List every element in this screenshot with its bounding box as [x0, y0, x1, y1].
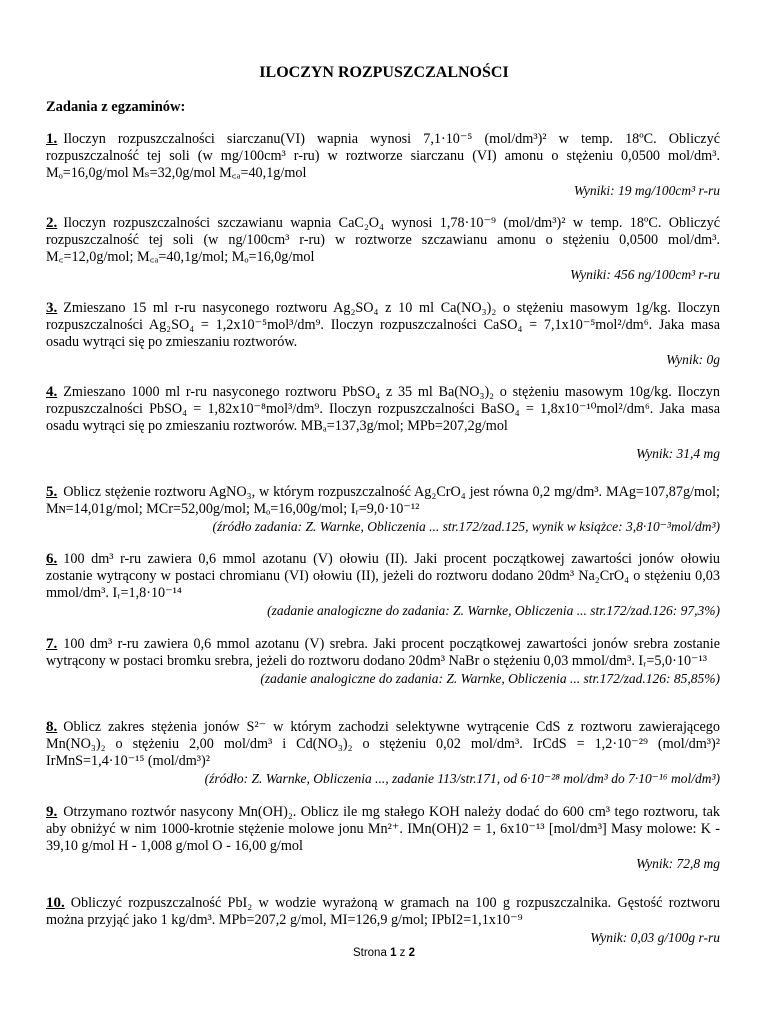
task-8	[46, 719, 720, 787]
task-text	[46, 719, 720, 770]
task-text	[46, 300, 720, 351]
task-text	[46, 384, 720, 435]
task-text	[46, 484, 720, 518]
task-body: 100 dm³ r-ru zawiera 0,6 mmol azotanu (V) ołowiu (II). Jaki procent początkowej zawartości jonów ołowiu zostanie wytrącony w postaci chromianu (VI) ołowiu (II), jeżeli do roztworu dodano 20dm³ Na₂CrO₄ o stężeniu 0,03 mmol/dm³. Iᵣ=1,8·10⁻¹⁴	[46, 551, 720, 601]
page-footer	[0, 947, 768, 959]
task-number: 9.	[46, 804, 58, 820]
task-number: 8.	[46, 719, 58, 735]
task-number: 10.	[46, 895, 65, 911]
task-result: Wynik: 0,03 g/100g r-ru	[590, 930, 720, 945]
task-number: 1.	[46, 131, 58, 147]
footer-prefix: Strona	[352, 947, 387, 959]
task-number: 4.	[46, 384, 58, 400]
task-number: 7.	[46, 636, 58, 652]
task-text	[46, 895, 720, 929]
task-number: 5.	[46, 484, 58, 500]
task-result: (źródło: Z. Warnke, Obliczenia ..., zadanie 113/str.171, od 6·10⁻²⁸ mol/dm³ do 7·10⁻¹⁶ mol/dm³)	[204, 771, 720, 786]
task-number: 3.	[46, 300, 58, 316]
task-4	[46, 384, 720, 462]
task-text	[46, 131, 720, 182]
task-body: Oblicz zakres stężenia jonów S²⁻ w którym zachodzi selektywne wytrącenie CdS z roztworu zawierającego Mn(NO₃)₂ o stężeniu 2,00 mol/dm³ i Cd(NO₃)₂ o stężeniu 0,02 mol/dm³. IrCdS = 1,2·10⁻²⁹ (mol/dm³)² IrMnS=1,4·10⁻¹⁵ (mol/dm³)²	[46, 719, 720, 769]
task-6	[46, 551, 720, 619]
task-result: (zadanie analogiczne do zadania: Z. Warnke, Obliczenia ... str.172/zad.126: 85,85%)	[260, 671, 720, 686]
task-text	[46, 551, 720, 602]
task-result: Wynik: 0g	[666, 352, 720, 367]
task-2	[46, 215, 720, 283]
task-body: Oblicz stężenie roztworu AgNO₃, w którym rozpuszczalność Ag₂CrO₄ jest równa 0,2 mg/dm³. MAg=107,87g/mol; Mɴ=14,01g/mol; MCr=52,00g/mol; Mₒ=16,00g/mol; Iᵣ=9,0·10⁻¹²	[46, 484, 720, 517]
task-1	[46, 131, 720, 199]
task-body: Iloczyn rozpuszczalności siarczanu(VI) wapnia wynosi 7,1·10⁻⁵ (mol/dm³)² w temp. 18ºC. Obliczyć rozpuszczalność tej soli (w mg/100cm³ r-ru) w roztworze siarczanu (VI) amonu o stężeniu 0,0500 mol/dm³. Mₒ=16,0g/mol Mₛ=32,0g/mol M꜀ₐ=40,1g/mol	[46, 131, 720, 181]
task-10	[46, 895, 720, 946]
task-result: Wynik: 31,4 mg	[636, 446, 720, 461]
task-9	[46, 804, 720, 872]
task-body: Iloczyn rozpuszczalności szczawianu wapnia CaC₂O₄ wynosi 1,78·10⁻⁹ (mol/dm³)² w temp. 18ºC. Obliczyć rozpuszczalność tej soli (w ng/100cm³ r-ru) w roztworze szczawianu amonu o stężeniu 0,0500 mol/dm³. M꜀=12,0g/mol; M꜀ₐ=40,1g/mol; Mₒ=16,0g/mol	[46, 215, 720, 265]
document-title: ILOCZYN ROZPUSZCZALNOŚCI	[259, 64, 509, 81]
task-5	[46, 484, 720, 535]
task-number: 6.	[46, 551, 58, 567]
task-body: Obliczyć rozpuszczalność PbI₂ w wodzie wyrażoną w gramach na 100 g rozpuszczalnika. Gęstość roztworu można przyjąć jako 1 kg/dm³. MPb=207,2 g/mol, MI=126,9 g/mol; IPbI2=1,1x10⁻⁹	[46, 895, 720, 928]
task-text	[46, 804, 720, 855]
footer-total-pages: 2	[408, 947, 416, 959]
footer-page-number: 1	[390, 947, 397, 959]
section-heading: Zadania z egzaminów:	[46, 99, 186, 115]
task-result: Wyniki: 456 ng/100cm³ r-ru	[570, 267, 720, 282]
footer-separator: z	[399, 947, 406, 959]
task-body: Zmieszano 1000 ml r-ru nasyconego roztworu PbSO₄ z 35 ml Ba(NO₃)₂ o stężeniu masowym 10g/kg. Iloczyn rozpuszczalności PbSO₄ = 1,82x10⁻⁸mol³/dm⁹. Iloczyn rozpuszczalności BaSO₄ = 1,8x10⁻¹⁰mol²/dm⁶. Jaka masa osadu wytrąci się po zmieszaniu roztworów. MBₐ=137,3g/mol; MPb=207,2g/mol	[46, 384, 720, 434]
task-3	[46, 300, 720, 368]
task-body: Otrzymano roztwór nasycony Mn(OH)₂. Oblicz ile mg stałego KOH należy dodać do 600 cm³ tego roztworu, tak aby obniżyć w nim 1000-krotnie stężenie molowe jonu Mn²⁺. IMn(OH)2 = 1, 6x10⁻¹³ [mol/dm³] Masy molowe: K - 39,10 g/mol H - 1,008 g/mol O - 16,00 g/mol	[46, 804, 720, 854]
task-result: Wynik: 72,8 mg	[636, 856, 720, 871]
task-text	[46, 215, 720, 266]
task-result: (zadanie analogiczne do zadania: Z. Warnke, Obliczenia ... str.172/zad.126: 97,3%)	[267, 603, 720, 618]
task-text	[46, 636, 720, 670]
task-result: (źródło zadania: Z. Warnke, Obliczenia ... str.172/zad.125, wynik w książce: 3,8·10⁻³mol/dm³)	[212, 519, 720, 534]
task-result: Wyniki: 19 mg/100cm³ r-ru	[573, 183, 720, 198]
task-7	[46, 636, 720, 687]
task-body: Zmieszano 15 ml r-ru nasyconego roztworu Ag₂SO₄ z 10 ml Ca(NO₃)₂ o stężeniu masowym 1g/kg. Iloczyn rozpuszczalności Ag₂SO₄ = 1,2x10⁻⁵mol³/dm⁹. Iloczyn rozpuszczalności CaSO₄ = 7,1x10⁻⁵mol²/dm⁶. Jaka masa osadu wytrąci się po zmieszaniu roztworów.	[46, 300, 720, 350]
task-number: 2.	[46, 215, 58, 231]
task-body: 100 dm³ r-ru zawiera 0,6 mmol azotanu (V) srebra. Jaki procent początkowej zawartości jonów srebra zostanie wytrącony w postaci bromku srebra, jeżeli do roztworu dodano 20dm³ NaBr o stężeniu 0,03 mmol/dm³. Iᵣ=5,0·10⁻¹³	[46, 636, 720, 669]
